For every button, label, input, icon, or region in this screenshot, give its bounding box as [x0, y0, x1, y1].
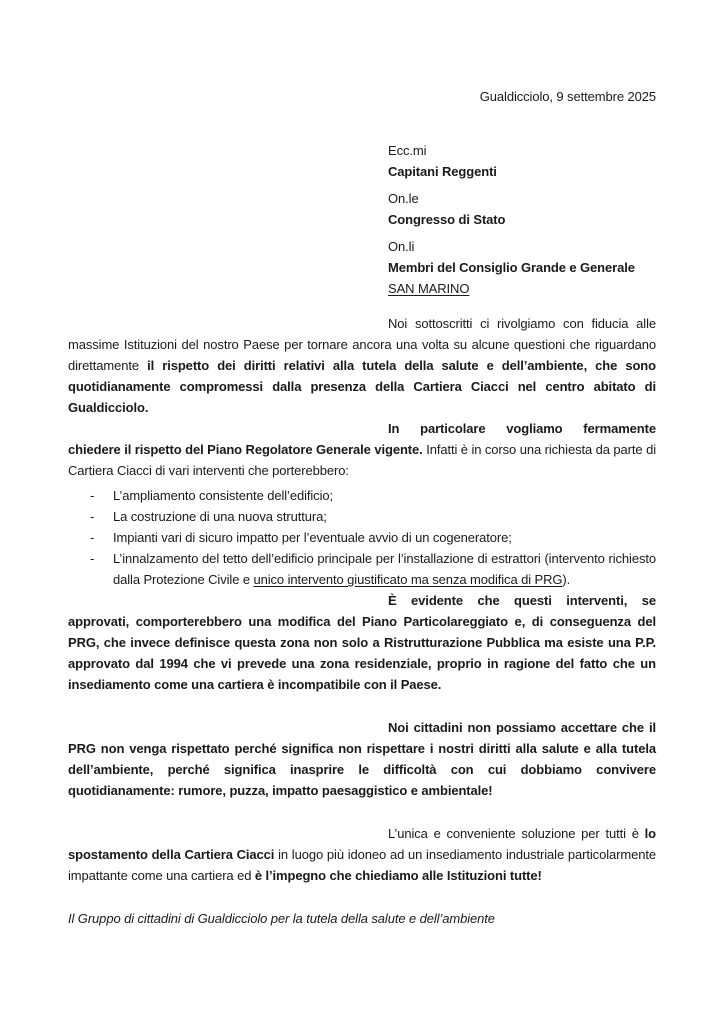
bullet-list	[68, 485, 656, 590]
text-run: Impianti vari di sicuro impatto per l’eventuale avvio di un cogeneratore;	[113, 530, 512, 545]
text-run: L’innalzamento del tetto dell’edificio principale per l’installazione di estrattori (intervento richiesto dalla Protezione Civile e	[113, 551, 656, 587]
list-item	[90, 527, 656, 548]
list-item-text	[113, 548, 656, 590]
text-run: in luogo più idoneo ad un insediamento industriale particolarmente impattante come una cartiera ed	[68, 847, 656, 883]
paragraph	[68, 313, 656, 418]
text-run: lo spostamento della Cartiera Ciacci	[68, 826, 656, 862]
list-item	[90, 506, 656, 527]
recipient-block	[388, 140, 656, 299]
recipient-line: On.le	[388, 191, 419, 206]
recipient-line: Congresso di Stato	[388, 212, 506, 227]
list-item	[90, 548, 656, 590]
recipient-line: On.li	[388, 239, 415, 254]
paragraph	[68, 590, 656, 695]
recipient-line: Ecc.mi	[388, 143, 427, 158]
dateline: Gualdicciolo, 9 settembre 2025	[479, 89, 656, 104]
text-run: La costruzione di una nuova struttura;	[113, 509, 327, 524]
text-run: Infatti è in corso una richiesta da parte di Cartiera Ciacci di vari interventi che porterebbero:	[68, 442, 656, 478]
list-item-text	[113, 485, 656, 506]
list-item-text	[113, 527, 656, 548]
recipient-line: SAN MARINO	[388, 281, 470, 296]
text-run: L’ampliamento consistente dell’edificio;	[113, 488, 334, 503]
text-run: Noi cittadini non possiamo accettare che il PRG non venga rispettato perché significa non rispettare i nostri diritti alla salute e alla tutela dell’ambiente, perché significa inasprire le difficoltà con cui dobbiamo convivere quotidianamente: rumore, puzza, impatto paesaggistico e ambientale!	[68, 720, 656, 798]
signature-line: Il Gruppo di cittadini di Gualdicciolo per la tutela della salute e dell’ambiente	[68, 911, 495, 926]
list-marker: -	[90, 530, 95, 545]
list-marker: -	[90, 488, 95, 503]
list-marker: -	[90, 509, 95, 524]
paragraph	[68, 717, 656, 801]
text-run: Noi sottoscritti ci rivolgiamo con fiducia alle massime Istituzioni del nostro Paese per tornare ancora una volta su alcune questioni che riguardano direttamente	[68, 316, 656, 373]
text-run: il rispetto dei diritti relativi alla tutela della salute e dell’ambiente, che sono quotidianamente compromessi dalla presenza della Cartiera Ciacci nel centro abitato di Gualdicciolo.	[68, 358, 656, 415]
recipient-line: Membri del Consiglio Grande e Generale	[388, 260, 635, 275]
text-run: è l’impegno che chiediamo alle Istituzioni tutte!	[254, 868, 542, 883]
text-run: È evidente che questi interventi, se approvati, comporterebbero una modifica del Piano Particolareggiato e, di conseguenza del PRG, che invece definisce questa zona non solo a Ristrutturazione Pubblica ma esiste una P.P. approvato dal 1994 che vi prevede una zona residenziale, proprio in ragione del fatto che un insediamento come una cartiera è incompatibile con il Paese.	[68, 593, 656, 692]
text-run: L’unica e conveniente soluzione per tutti è	[388, 826, 645, 841]
list-item-text	[113, 506, 656, 527]
recipient-line: Capitani Reggenti	[388, 164, 497, 179]
list-marker: -	[90, 551, 95, 566]
text-run: ).	[562, 572, 571, 587]
text-run: In particolare vogliamo fermamente chiedere il rispetto del Piano Regolatore Generale vigente.	[68, 421, 656, 457]
letter-body	[68, 313, 656, 886]
paragraph	[68, 823, 656, 886]
text-run: unico intervento giustificato ma senza modifica di PRG	[253, 572, 563, 587]
paragraph	[68, 418, 656, 481]
list-item	[90, 485, 656, 506]
